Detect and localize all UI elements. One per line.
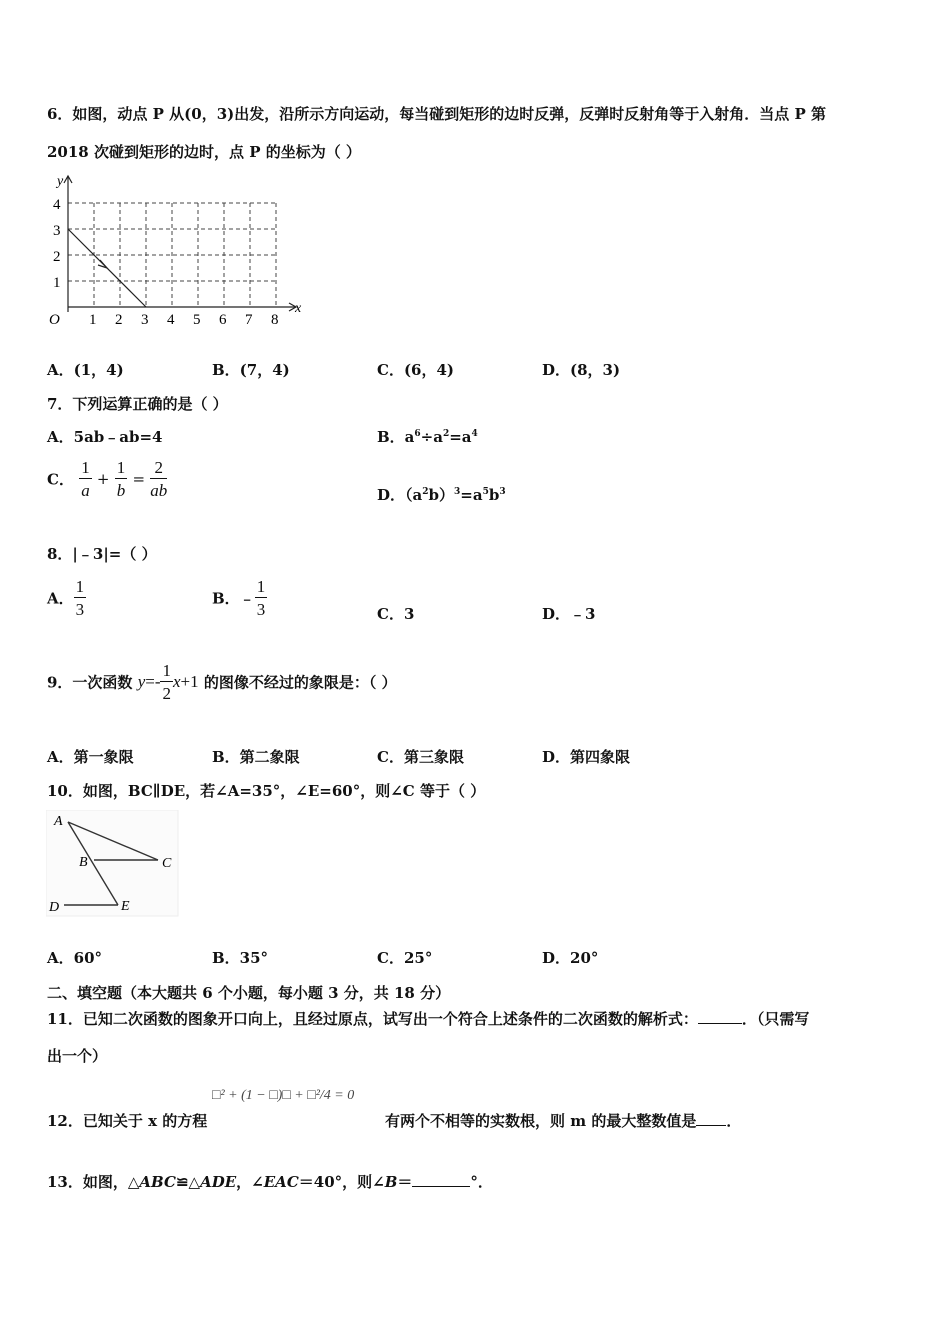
answer-blank [412, 1186, 470, 1187]
q7-option-a: A．5ab﹣ab=4 [47, 428, 163, 446]
q9-option-c: C．第三象限 [377, 748, 464, 766]
fraction: $\frac{1}{3}$ [256, 577, 266, 619]
q6-y-axis-label: y [57, 174, 64, 189]
q6-y-tick: 1 [53, 275, 61, 291]
q11-stem-line1: 11．已知二次函数的图象开口向上，且经过原点，试写出一个符合上述条件的二次函数的解析式： ．（只需写 [47, 1010, 810, 1028]
fraction: $\frac{1}{b}$ [116, 458, 126, 500]
q10-label-a: A [54, 814, 63, 829]
q6-y-tick: 4 [53, 197, 61, 213]
fraction: $\frac{1}{a}$ [81, 458, 90, 500]
q6-y-tick: 3 [53, 223, 61, 239]
q8-stem: 8．|﹣3|=（ ） [47, 545, 157, 563]
q6-option-a: A．(1，4) [47, 361, 124, 379]
answer-blank [698, 1023, 742, 1024]
q6-x-tick: 8 [271, 312, 279, 328]
q7-option-b: B．$a^6\div a^2=a^4$ [377, 428, 478, 446]
fraction: $\frac{1}{3}$ [75, 577, 85, 619]
q9-option-b: B．第二象限 [212, 748, 300, 766]
q6-option-d: D．(8，3) [542, 361, 621, 379]
answer-blank [696, 1125, 726, 1126]
q9-option-d: D．第四象限 [542, 748, 631, 766]
q10-label-b: B [79, 855, 88, 870]
q12-stem-suffix: 有两个不相等的实数根，则 m 的最大整数值是 ． [385, 1112, 742, 1130]
q6-coordinate-graph [44, 168, 306, 332]
q8-option-d: D．﹣3 [542, 605, 596, 623]
q6-stem-line1: 6．如图，动点 P 从(0，3)出发，沿所示方向运动，每当碰到矩形的边时反弹，反弹时反射角等于入射角．当点 P 第 [47, 105, 826, 123]
q10-stem: 10．如图，BC∥DE，若∠A=35°，∠E=60°，则∠C 等于（ ） [47, 782, 486, 800]
q13-stem: 13．如图，△ABC≌△ADE，∠EAC＝40°，则∠B＝ °． [47, 1173, 493, 1191]
q6-x-tick: 2 [115, 312, 123, 328]
q8-option-c: C．3 [377, 605, 415, 623]
q12-stem-prefix: 12．已知关于 x 的方程 [47, 1112, 208, 1130]
q11-stem-line2: 出一个） [47, 1047, 108, 1065]
q9-option-a: A．第一象限 [47, 748, 134, 766]
q6-x-tick: 1 [89, 312, 97, 328]
q8-option-a: A． $\frac{1}{3}$ [47, 577, 85, 619]
q10-option-b: B．35° [212, 949, 269, 967]
q7-option-d: D．$(a^2b)^3=a^5b^3$ [377, 486, 506, 504]
fraction: $\frac{1}{2}$ [162, 661, 171, 703]
q10-option-d: D．20° [542, 949, 599, 967]
q6-x-tick: 5 [193, 312, 201, 328]
q10-label-d: D [49, 900, 60, 915]
q6-x-tick: 7 [245, 312, 253, 328]
q10-label-e: E [121, 899, 130, 914]
q6-x-tick: 4 [167, 312, 175, 328]
q7-option-c: C． $\frac{1}{a}$ + $\frac{1}{b}$ = $\frac{2}{ab}$ [47, 458, 168, 500]
q9-stem: 9．一次函数 y=- $\frac{1}{2}$ x+1 的图像不经过的象限是：（ ） [47, 661, 397, 703]
q8-option-b: B．﹣ $\frac{1}{3}$ [212, 577, 266, 619]
q10-option-a: A．60° [47, 949, 103, 967]
q6-option-b: B．(7，4) [212, 361, 290, 379]
q7-stem: 7．下列运算正确的是（ ） [47, 395, 228, 413]
q6-x-tick: 6 [219, 312, 227, 328]
fraction: $\frac{2}{ab}$ [150, 458, 168, 500]
q12-equation-image: □² + (1 − □)□ + □²/4 = 0 [212, 1088, 355, 1103]
q6-origin-label: O [49, 312, 60, 328]
q6-option-c: C．(6，4) [377, 361, 455, 379]
q10-option-c: C．25° [377, 949, 433, 967]
q6-stem-line2: 2018 次碰到矩形的边时，点 P 的坐标为（ ） [47, 143, 361, 161]
q10-triangle-figure [46, 810, 180, 918]
q6-x-tick: 3 [141, 312, 149, 328]
q6-y-tick: 2 [53, 249, 61, 265]
q6-x-axis-label: x [295, 301, 302, 316]
q10-label-c: C [162, 856, 172, 871]
section-2-title: 二、填空题（本大题共 6 个小题，每小题 3 分，共 18 分） [47, 984, 451, 1002]
